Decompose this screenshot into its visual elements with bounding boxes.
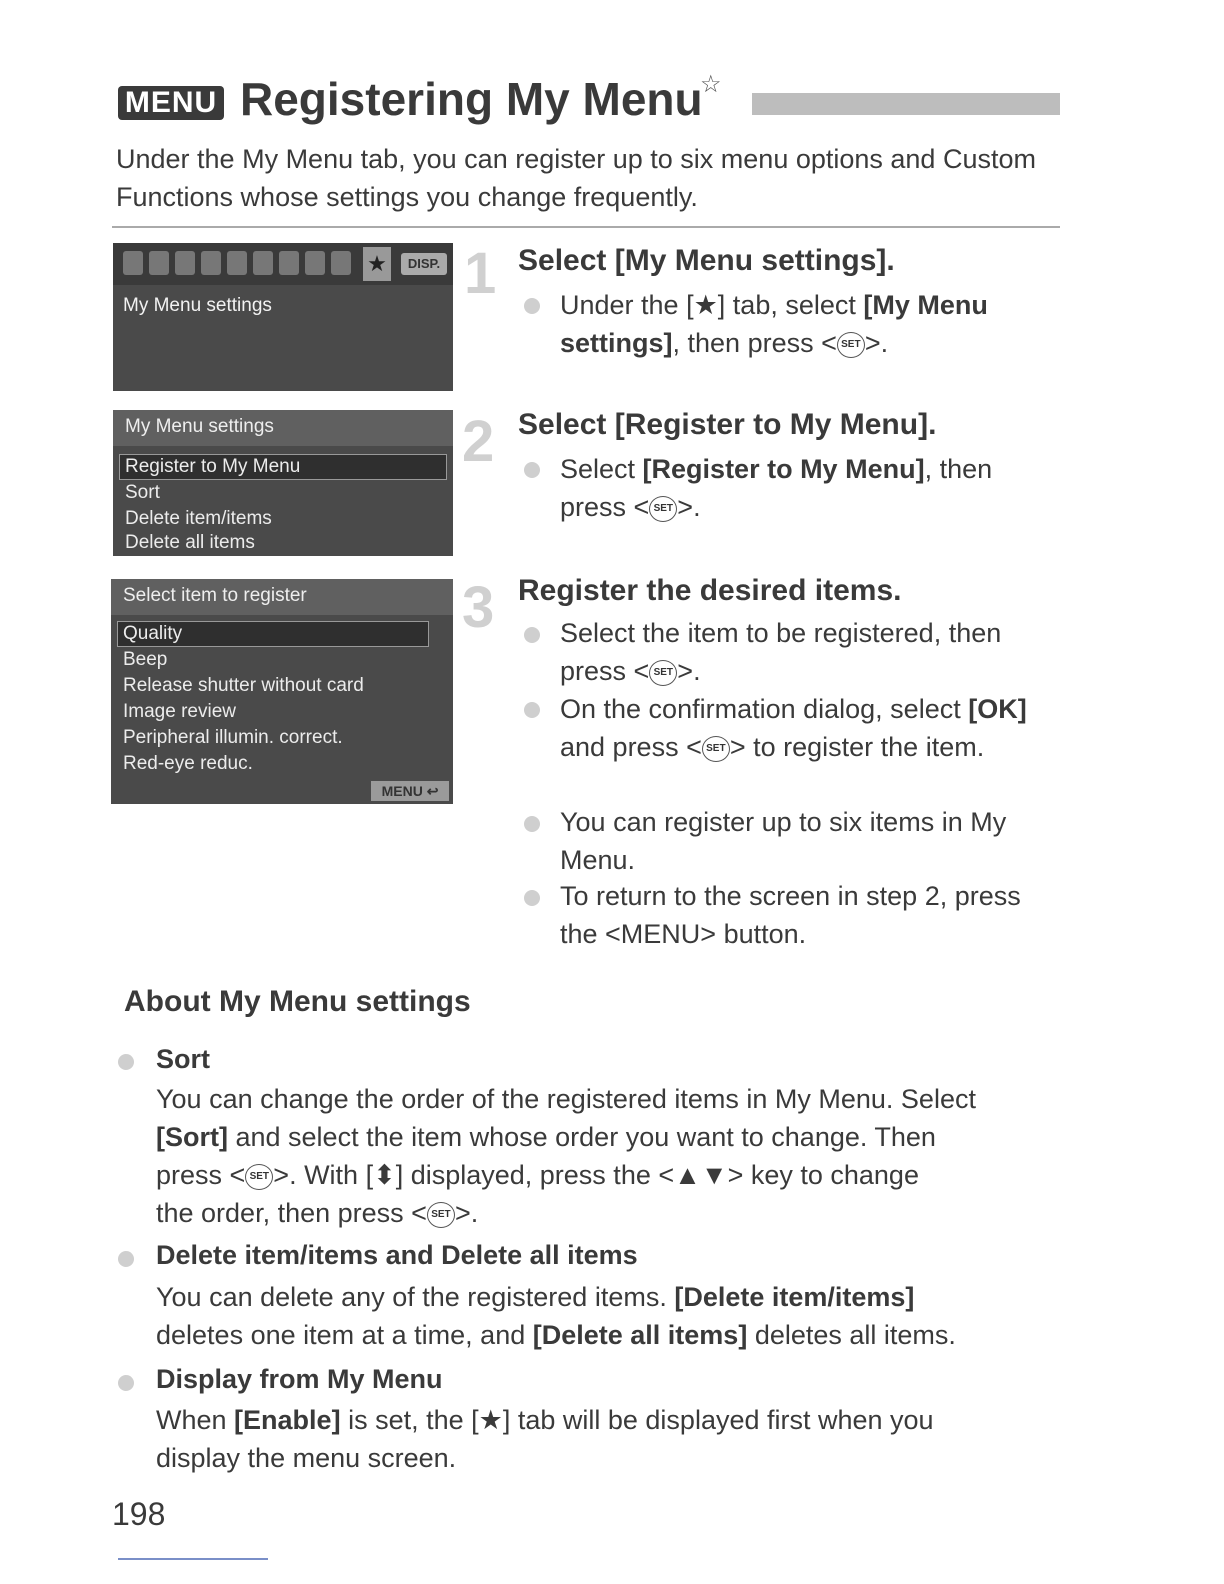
screen-item: Register to My Menu xyxy=(125,456,301,477)
bullet-icon xyxy=(524,816,540,832)
screen-header: My Menu settings xyxy=(113,410,453,446)
set-button-icon: SET xyxy=(649,660,677,686)
screen-item: Image review xyxy=(123,701,236,722)
bullet-icon xyxy=(524,627,540,643)
camera-screen-3 xyxy=(111,579,453,804)
title-decor-bar xyxy=(752,93,1060,115)
step-heading: Select [Register to My Menu]. xyxy=(518,408,937,441)
updown-key-icon: ▲▼ xyxy=(674,1160,728,1190)
step-text: Select [Register to My Menu], then press < SET >. xyxy=(560,454,993,522)
step-text: On the confirmation dialog, select [OK] and press < SET > to register the item. xyxy=(560,694,1027,762)
screen-header: Select item to register xyxy=(111,579,453,615)
screen-item: Release shutter without card xyxy=(123,675,364,696)
disp-button-icon: DISP. xyxy=(401,253,447,275)
subsection-text: You can change the order of the registered items in My Menu. Select [Sort] and select the item whose order you want to change. Then press < SET >. With [⬍] displayed, press the <▲▼> key to change the order, then press < SET >. xyxy=(156,1084,976,1228)
tab-icon xyxy=(149,251,169,275)
tab-icon xyxy=(253,251,273,275)
step-text: Select the item to be registered, then press < SET >. xyxy=(560,618,1002,686)
step-number: 2 xyxy=(462,409,495,474)
subsection-title: Delete item/items and Delete all items xyxy=(156,1240,638,1270)
tab-icon xyxy=(279,251,299,275)
screen-item: Beep xyxy=(123,649,168,670)
step-number: 1 xyxy=(464,241,497,306)
bullet-icon xyxy=(524,462,540,478)
screen-item: Peripheral illumin. correct. xyxy=(123,727,343,748)
step-heading: Register the desired items. xyxy=(518,574,902,607)
my-menu-tab: ★ xyxy=(363,247,391,281)
bullet-icon xyxy=(524,702,540,718)
tab-icon xyxy=(305,251,325,275)
camera-screen-2 xyxy=(113,410,453,556)
screen-item: Red-eye reduc. xyxy=(123,753,253,774)
tab-icon xyxy=(331,251,351,275)
camera-screen-1 xyxy=(113,243,453,391)
set-button-icon: SET xyxy=(427,1202,455,1228)
advanced-star-icon: ☆ xyxy=(700,71,722,98)
tab-icon xyxy=(123,251,143,275)
screen-item: Delete item/items xyxy=(125,508,272,529)
subsection-text: You can delete any of the registered items. [Delete item/items] deletes one item at a time, and [Delete all items] deletes all items. xyxy=(156,1282,956,1350)
section-heading: About My Menu settings xyxy=(124,985,471,1018)
footer-line xyxy=(118,1558,268,1560)
step-text: You can register up to six items in My Menu. xyxy=(560,807,1007,875)
screen-item: Delete all items xyxy=(125,532,255,553)
screen-item: Quality xyxy=(123,623,183,644)
updown-icon: ⬍ xyxy=(373,1160,396,1190)
subsection-title: Sort xyxy=(156,1044,210,1074)
menu-badge: MENU xyxy=(118,86,224,120)
step-text: To return to the screen in step 2, press the <MENU> button. xyxy=(560,881,1021,949)
set-button-icon: SET xyxy=(702,736,730,762)
set-button-icon: SET xyxy=(837,332,865,358)
bullet-icon xyxy=(524,298,540,314)
tab-bar xyxy=(113,243,453,285)
subsection-text: When [Enable] is set, the [★] tab will be displayed first when you display the menu screen. xyxy=(156,1405,934,1473)
star-icon: ★ xyxy=(478,1405,503,1435)
bullet-icon xyxy=(118,1375,134,1391)
star-icon: ★ xyxy=(693,290,718,320)
tab-icon xyxy=(175,251,195,275)
step-text: Under the [★] tab, select [My Menu settings], then press < SET >. xyxy=(560,290,988,358)
screen-item: Sort xyxy=(125,482,160,503)
subsection-title: Display from My Menu xyxy=(156,1364,443,1394)
step-number: 3 xyxy=(462,575,495,640)
divider xyxy=(112,226,1060,228)
bullet-icon xyxy=(118,1054,134,1070)
set-button-icon: SET xyxy=(649,496,677,522)
menu-return-icon: MENU ↩ xyxy=(371,781,449,801)
screen-row: My Menu settings xyxy=(123,295,272,316)
set-button-icon: SET xyxy=(245,1164,273,1190)
tab-icon xyxy=(201,251,221,275)
intro-text: Under the My Menu tab, you can register up to six menu options and Custom Functions whose settings you change frequently. xyxy=(116,144,1036,212)
step-heading: Select [My Menu settings]. xyxy=(518,244,895,277)
page-title: Registering My Menu xyxy=(240,73,703,125)
page-number: 198 xyxy=(112,1496,166,1532)
tab-icon xyxy=(227,251,247,275)
bullet-icon xyxy=(524,890,540,906)
bullet-icon xyxy=(118,1251,134,1267)
